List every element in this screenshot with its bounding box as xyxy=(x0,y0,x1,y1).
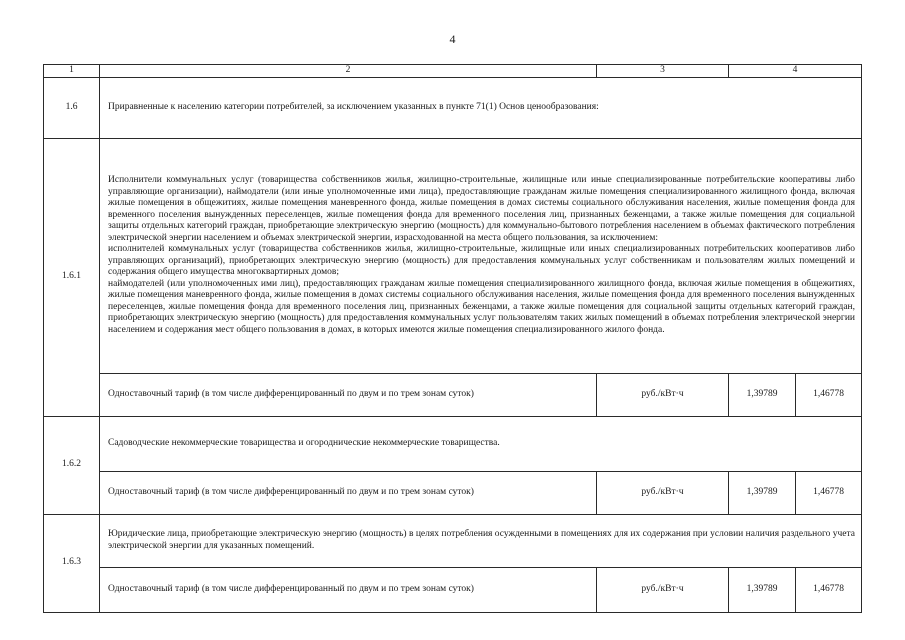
description-paragraph: наймодателей (или уполномоченных ими лиц), предоставляющих гражданам жилые помещения специализированного жилищного фонда, включая жилые помещения в общежитиях, жилые помещения маневренного фонда, жилые помещения в домах системы социального обслуживания населения, жилые помещения фонда для временного поселения вынужденных переселенцев, жилые помещения фонда для временного поселения лиц, признанных беженцами, а также жилые помещения для социальной защиты отдельных категорий граждан, приобретающих электрическую энергию (мощность) для предоставления коммунальных услуг пользователям таких жилых помещений в объемах потребления электрической энергии населением и содержания мест общего пользования в домах, в которых имеются жилые помещения специализированного жилого фонда. xyxy=(108,278,855,335)
tariff-value-2: 1,46778 xyxy=(796,567,862,612)
tariff-unit: руб./кВт·ч xyxy=(597,567,729,612)
row-description: Юридические лица, приобретающие электрическую энергию (мощность) в целях потребления осужденными в помещениях для их содержания при условии наличия раздельного учета электрической энергии для указанных помещений. xyxy=(100,514,862,567)
header-row xyxy=(44,65,862,78)
row-number: 1.6.1 xyxy=(44,138,100,416)
header-col-4: 4 xyxy=(729,65,862,78)
table-row xyxy=(44,416,862,471)
tariff-value-1: 1,39789 xyxy=(729,567,796,612)
description-paragraph: Исполнители коммунальных услуг (товарищества собственников жилья, жилищно-строительные, жилищные или иные специализированные потребительские кооперативы либо управляющие организации), наймодатели (или иные уполномоченные ими лица), предоставляющие гражданам жилые помещения специализированного жилищного фонда, включая жилые помещения в общежитиях, жилые помещения маневренного фонда, жилые помещения в домах системы социального обслуживания населения, жилые помещения фонда для временного поселения вынужденных переселенцев, жилые помещения фонда для временного поселения лиц, признанных беженцами, а также жилые помещения для социальной защиты отдельных категорий граждан, приобретающие электрическую энергию (мощность) для коммунально-бытового потребления населением в объемах фактического потребления электрической энергии населением и объемах электрической энергии, израсходованной на места общего пользования, за исключением: xyxy=(108,175,855,243)
table-row xyxy=(44,138,862,373)
tariff-table xyxy=(43,64,862,613)
row-description: Садоводческие некоммерческие товарищества и огороднические некоммерческие товарищества. xyxy=(100,416,862,471)
table-row xyxy=(44,373,862,416)
tariff-name: Одноставочный тариф (в том числе дифференцированный по двум и по трем зонам суток) xyxy=(100,471,597,514)
table-row xyxy=(44,77,862,138)
row-description: Приравненные к населению категории потребителей, за исключением указанных в пункте 71(1) Основ ценообразования: xyxy=(100,77,862,138)
tariff-value-2: 1,46778 xyxy=(796,373,862,416)
table-row xyxy=(44,514,862,567)
table-row xyxy=(44,471,862,514)
page-number: 4 xyxy=(449,32,456,46)
tariff-value-2: 1,46778 xyxy=(796,471,862,514)
description-paragraph: исполнителей коммунальных услуг (товарищества собственников жилья, жилищно-строительные, жилищные или иных специализированных потребительских кооперативов либо управляющих организаций), приобретающих электрическую энергию (мощность) для предоставления коммунальных услуг собственникам и пользователям жилых помещений и содержания общего имущества многоквартирных домов; xyxy=(108,244,855,277)
tariff-value-1: 1,39789 xyxy=(729,471,796,514)
header-col-1: 1 xyxy=(44,65,100,78)
header-col-3: 3 xyxy=(597,65,729,78)
tariff-unit: руб./кВт·ч xyxy=(597,471,729,514)
tariff-name: Одноставочный тариф (в том числе дифференцированный по двум и по трем зонам суток) xyxy=(100,373,597,416)
row-number: 1.6 xyxy=(44,77,100,138)
tariff-unit: руб./кВт·ч xyxy=(597,373,729,416)
table-row xyxy=(44,567,862,612)
header-col-2: 2 xyxy=(100,65,597,78)
row-number: 1.6.2 xyxy=(44,416,100,514)
tariff-name: Одноставочный тариф (в том числе дифференцированный по двум и по трем зонам суток) xyxy=(100,567,597,612)
row-number: 1.6.3 xyxy=(44,514,100,612)
row-description xyxy=(100,138,862,373)
tariff-value-1: 1,39789 xyxy=(729,373,796,416)
